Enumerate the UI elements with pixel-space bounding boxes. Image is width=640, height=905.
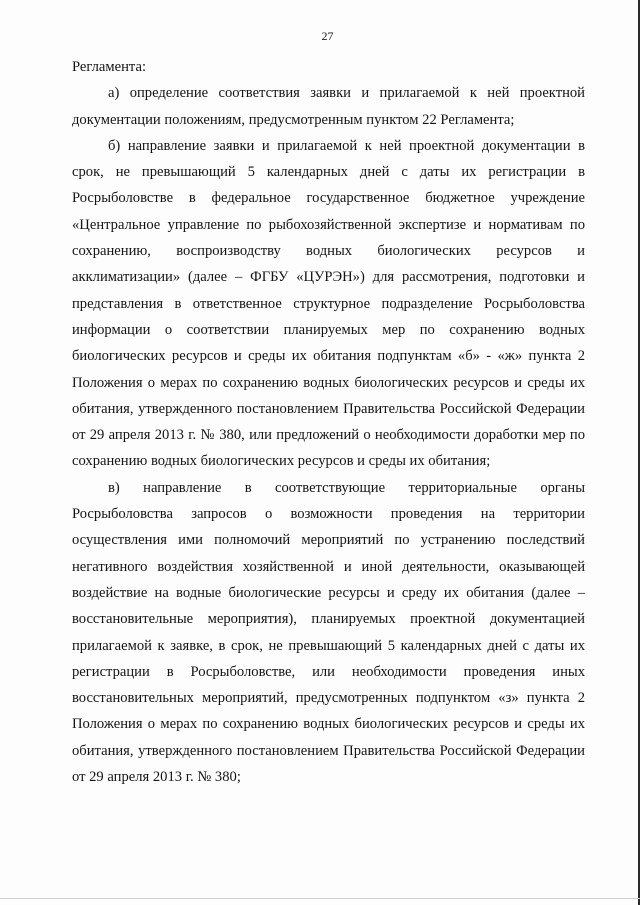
paragraph-item-v: в) направление в соответствующие территориальные органы Росрыболовства запросов о возможности проведения на территории осуществления ими полномочий мероприятий по устранению последствий негативного воздействия хозяйственной и иной деятельности, оказывающей воздействие на водные биологические ресурсы и среду их обитания (далее – восстановительные мероприятия), планируемых проектной документацией прилагаемой к заявке, в срок, не превышающий 5 календарных дней с даты их регистрации в Росрыболовстве, или необходимости проведения иных восстановительных мероприятий, предусмотренных подпунктом «з» пункта 2 Положения о мерах по сохранению водных биологических ресурсов и среды их обитания, утвержденного постановлением Правительства Российской Федерации от 29 апреля 2013 г. № 380; [72, 479, 585, 786]
document-body [72, 54, 585, 790]
paragraph-item-a: а) определение соответствия заявки и прилагаемой к ней проектной документации положениям, предусмотренным пунктом 22 Регламента; [72, 85, 585, 128]
paragraph-item-b: б) направление заявки и прилагаемой к ней проектной документации в срок, не превышающий 5 календарных дней с даты их регистрации в Росрыболовстве в федеральное государственное бюджетное учреждение «Центральное управление по рыбохозяйственной экспертизе и нормативам по сохранению, воспроизводству водных биологических ресурсов и акклиматизации» (далее – ФГБУ «ЦУРЭН») для рассмотрения, подготовки и представления в ответственное структурное подразделение Росрыболовства информации о соответствии планируемых мер по сохранению водных биологических ресурсов и среды их обитания подпунктам «б» - «ж» пункта 2 Положения о мерах по сохранению водных биологических ресурсов и среды их обитания, утвержденного постановлением Правительства Российской Федерации от 29 апреля 2013 г. № 380, или предложений о необходимости доработки мер по сохранению водных биологических ресурсов и среды их обитания; [72, 137, 585, 470]
scan-edge-bottom [0, 898, 640, 899]
page-number: 27 [321, 29, 334, 43]
paragraph-continuation: Регламента: [72, 59, 147, 75]
